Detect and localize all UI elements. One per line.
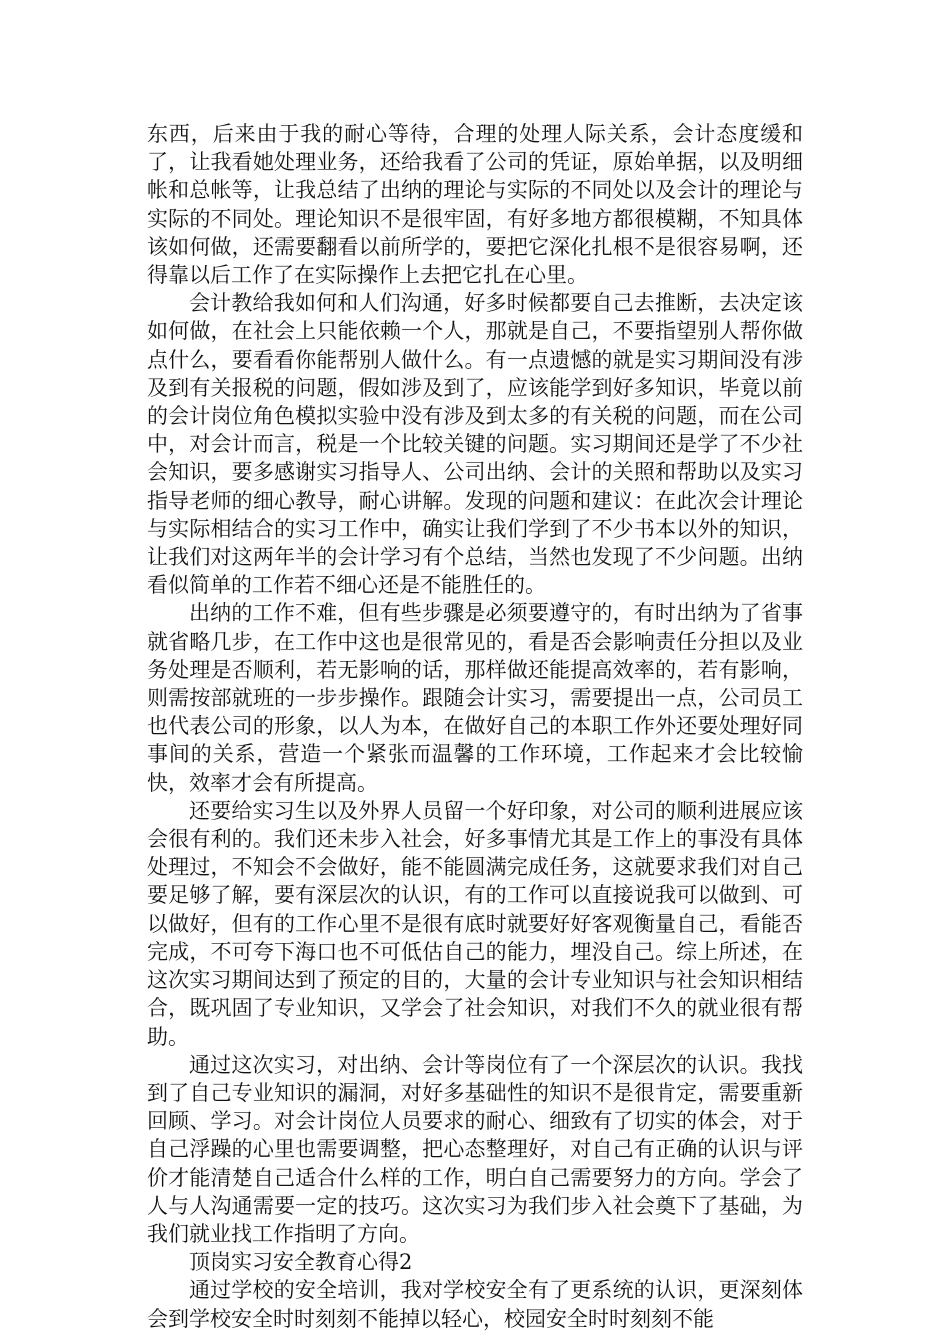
paragraph-1: 东西，后来由于我的耐心等待，合理的处理人际关系，会计态度缓和了，让我看她处理业务，还给我看了公司的凭证，原始单据，以及明细帐和总帐等，让我总结了出纳的理论与实际的不同处以及会计的理论与实际的不同处。理论知识不是很牢固，有好多地方都很模糊，不知具体该如何做，还需要翻看以前所学的，要把它深化扎根不是很容易啊，还得靠以后工作了在实际操作上去把它扎在心里。 [147,122,803,288]
section-heading: 顶岗实习安全教育心得2 [189,1250,413,1275]
document-body [147,120,803,1333]
paragraph-4: 还要给实习生以及外界人员留一个好印象，对公司的顺利进展应该会很有利的。我们还未步入社会，好多事情尤其是工作上的事没有具体处理过，不知会不会做好，能不能圆满完成任务，这就要求我们对自己要足够了解，要有深层次的认识，有的工作可以直接说我可以做到、可以做好，但有的工作心里不是很有底时就要好好客观衡量自己，看能否完成，不可夸下海口也不可低估自己的能力，埋没自己。综上所述，在这次实习期间达到了预定的目的，大量的会计专业知识与社会知识相结合，既巩固了专业知识，又学会了社会知识，对我们不久的就业很有帮助。 [147,798,803,1049]
closing-paragraph: 通过学校的安全培训，我对学校安全有了更系统的认识，更深刻体会到学校安全时时刻刻不能掉以轻心，校园安全时时刻刻不能 [147,1278,803,1331]
paragraph-2: 会计教给我如何和人们沟通，好多时候都要自己去推断，去决定该如何做，在社会上只能依赖一个人，那就是自己，不要指望别人帮你做点什么，要看看你能帮别人做什么。有一点遗憾的就是实习期间没有涉及到有关报税的问题，假如涉及到了，应该能学到好多知识，毕竟以前的会计岗位角色模拟实验中没有涉及到太多的有关税的问题，而在公司中，对会计而言，税是一个比较关键的问题。实习期间还是学了不少社会知识，要多感谢实习指导人、公司出纳、会计的关照和帮助以及实习指导老师的细心教导，耐心讲解。发现的问题和建议：在此次会计理论与实际相结合的实习工作中，确实让我们学到了不少书本以外的知识，让我们对这两年半的会计学习有个总结，当然也发现了不少问题。出纳看似简单的工作若不细心还是不能胜任的。 [147,291,803,598]
paragraph-3: 出纳的工作不难，但有些步骤是必须要遵守的，有时出纳为了省事就省略几步，在工作中这也是很常见的，看是否会影响责任分担以及业务处理是否顺利，若无影响的话，那样做还能提高效率的，若有影响，则需按部就班的一步步操作。跟随会计实习，需要提出一点，公司员工也代表公司的形象，以人为本，在做好自己的本职工作外还要处理好同事间的关系，营造一个紧张而温馨的工作环境，工作起来才会比较愉快，效率才会有所提高。 [147,601,803,795]
paragraph-5: 通过这次实习，对出纳、会计等岗位有了一个深层次的认识。我找到了自己专业知识的漏洞，对好多基础性的知识不是很肯定，需要重新回顾、学习。对会计岗位人员要求的耐心、细致有了切实的体会，对于自己浮躁的心里也需要调整，把心态整理好，对自己有正确的认识与评价才能清楚自己适合什么样的工作，明白自己需要努力的方向。学会了人与人沟通需要一定的技巧。这次实习为我们步入社会奠下了基础，为我们就业找工作指明了方向。 [147,1052,803,1246]
